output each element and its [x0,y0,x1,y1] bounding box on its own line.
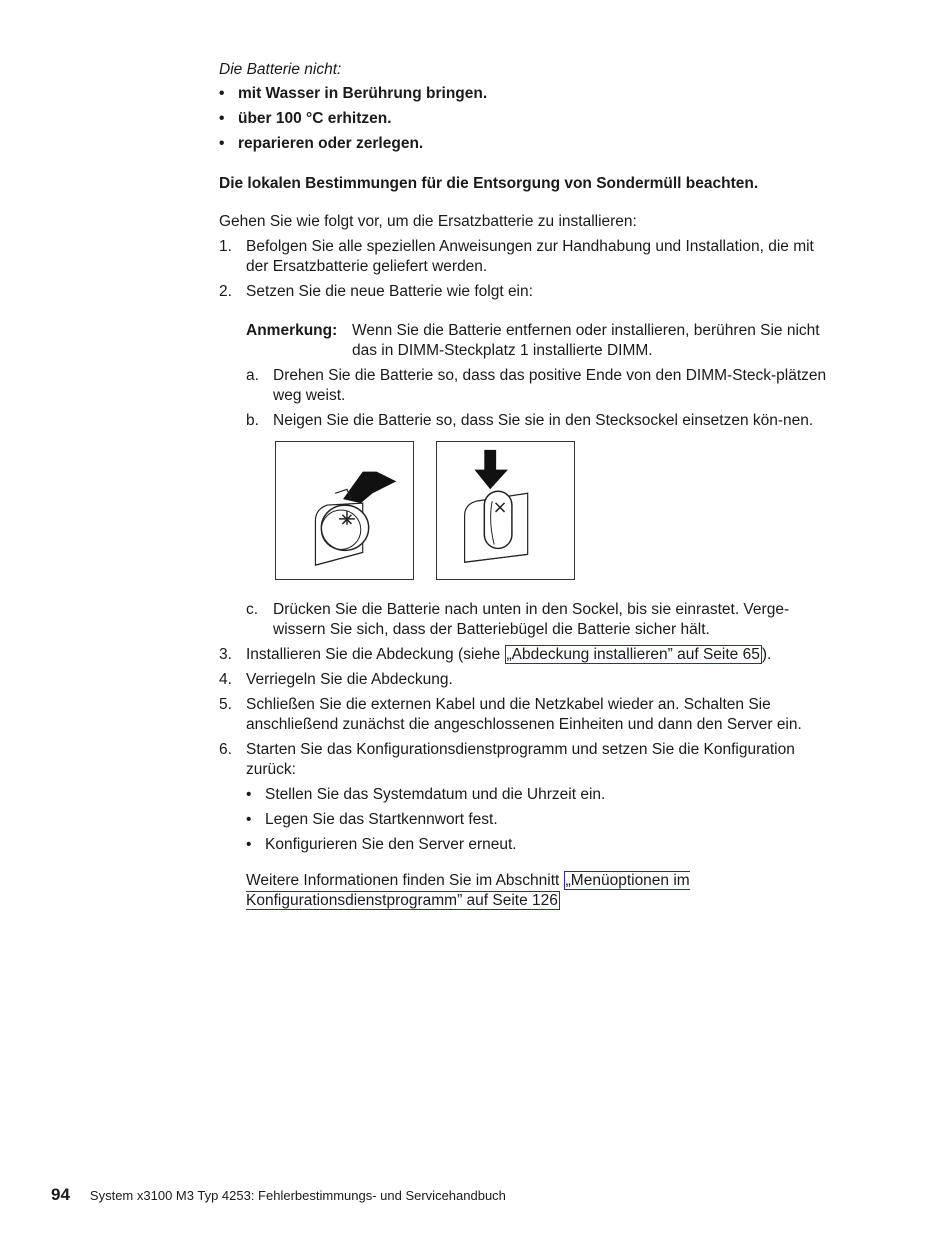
step-number: 1. [219,238,232,255]
step-number: 5. [219,696,232,713]
step-text: Befolgen Sie alle speziellen Anweisungen zur Handhabung und Installation, die mit der Ersatzbatterie geliefert werden. [246,238,814,275]
note [246,321,839,361]
substep-letter: a. [246,367,259,384]
step-6 [219,740,839,911]
battery-insert-figure [436,441,575,580]
substep-text: Drücken Sie die Batterie nach unten in den Sockel, bis sie einrastet. Verge-wissern Sie sich, dass der Batteriebügel die Batterie sicher hält. [273,601,790,638]
substep-b [246,411,839,431]
step-number: 3. [219,646,232,663]
cover-install-link[interactable]: „Abdeckung installieren” auf Seite 65 [506,646,760,663]
step-1 [219,237,839,277]
config-item: • Konfigurieren Sie den Server erneut. [246,835,839,855]
config-item: • Stellen Sie das Systemdatum und die Uhrzeit ein. [246,785,839,805]
substep-a [246,366,839,406]
page-footer [51,1185,506,1206]
svg-text:×: × [339,509,355,530]
step-5 [219,695,839,735]
battery-tilt-figure [275,441,414,580]
page-number: 94 [51,1185,70,1204]
config-menu-link[interactable]: „Menüoptionen im Konfigurationsdienstprogramm” auf Seite 126 [246,872,690,909]
warning-intro: Die Batterie nicht: [219,61,342,78]
battery-tilt-illustration [276,442,413,579]
substep-text: Drehen Sie die Batterie so, dass das positive Ende von den DIMM-Steck-plätzen weg weist. [273,367,827,404]
step-number: 2. [219,283,232,300]
substep-letter: c. [246,601,259,618]
substep-letter: b. [246,412,259,429]
step-2 [219,282,839,640]
step-text-before: Installieren Sie die Abdeckung (siehe [246,646,505,663]
warning-item: • mit Wasser in Berührung bringen. [219,84,839,104]
warning-item: • über 100 °C erhitzen. [219,109,839,129]
disposal-notice: Die lokalen Bestimmungen für die Entsorgung von Sondermüll beachten. [219,175,759,192]
substep-text: Neigen Sie die Batterie so, dass Sie sie in den Stecksockel einsetzen kön-nen. [273,412,814,429]
battery-figures [275,441,839,580]
step-4 [219,670,839,690]
step-3 [219,645,839,665]
warning-item: • reparieren oder zerlegen. [219,134,839,154]
step-text: Verriegeln Sie die Abdeckung. [246,671,453,688]
step-text: Setzen Sie die neue Batterie wie folgt ein: [246,283,533,300]
step-number: 6. [219,741,232,758]
page-content [219,60,839,916]
substep-c [246,600,839,640]
svg-text:×: × [492,497,508,518]
step-text-after: ). [761,646,772,663]
more-info-text: Weitere Informationen finden Sie im Abschnitt [246,872,564,889]
note-text: Wenn Sie die Batterie entfernen oder installieren, berühren Sie nicht das in DIMM-Steckplatz 1 installierte DIMM. [352,322,820,359]
battery-insert-illustration [437,442,574,579]
procedure-lead: Gehen Sie wie folgt vor, um die Ersatzbatterie zu installieren: [219,213,637,230]
more-info [246,871,839,911]
note-label: Anmerkung: [246,322,338,339]
step-text: Schließen Sie die externen Kabel und die Netzkabel wieder an. Schalten Sie anschließend zunächst die angeschlossenen Einheiten und dann den Server ein. [246,696,802,733]
book-title: System x3100 M3 Typ 4253: Fehlerbestimmungs- und Servicehandbuch [89,1188,506,1203]
step-text: Starten Sie das Konfigurationsdienstprogramm und setzen Sie die Konfiguration zurück: [246,741,795,778]
config-item: • Legen Sie das Startkennwort fest. [246,810,839,830]
step-number: 4. [219,671,232,688]
